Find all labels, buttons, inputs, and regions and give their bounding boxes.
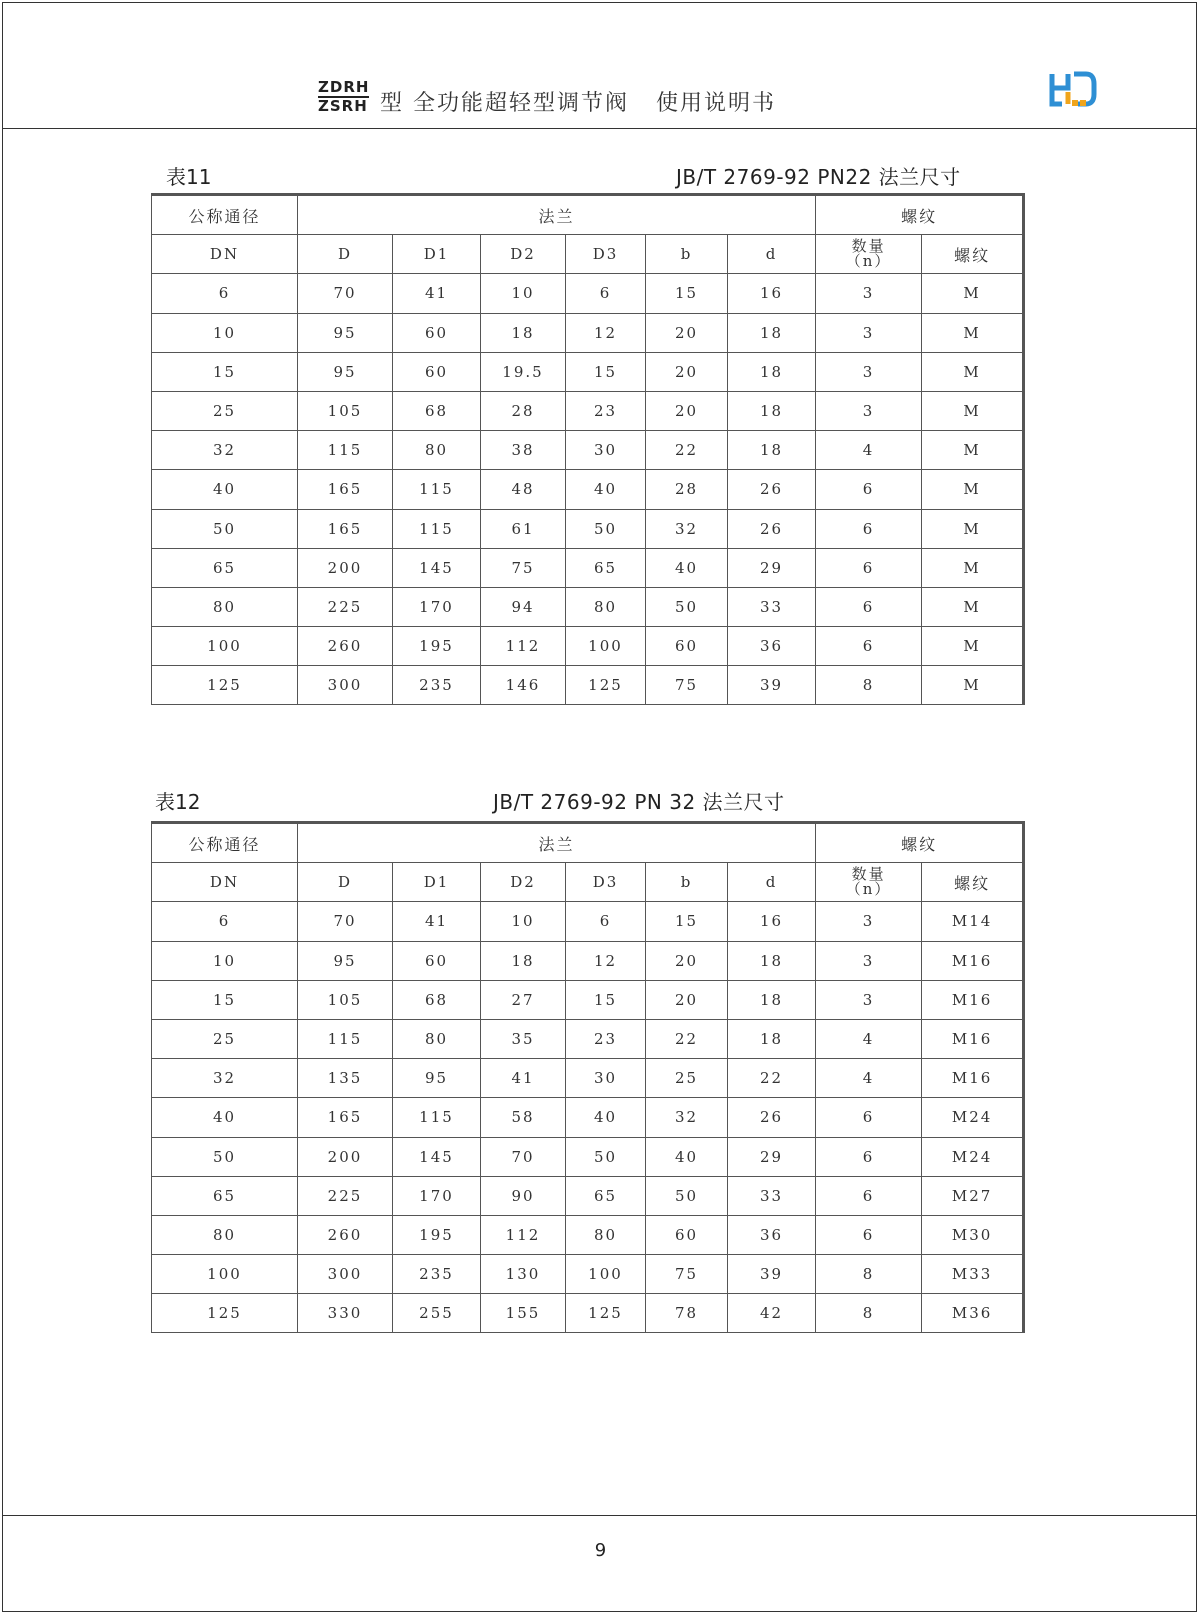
col-d3: D3 xyxy=(566,235,646,274)
cell-thread: M xyxy=(922,666,1024,705)
cell-d3: 30 xyxy=(566,431,646,470)
cell-d: 135 xyxy=(298,1059,393,1098)
table-row xyxy=(152,1176,1024,1215)
table-row xyxy=(152,1019,1024,1058)
cell-quantity: 6 xyxy=(816,1215,922,1254)
brand-model-codes xyxy=(318,79,369,115)
table-row xyxy=(152,391,1024,430)
table-12-caption: JB/T 2769-92 PN 32 法兰尺寸 xyxy=(493,790,785,814)
cell-d2: 90 xyxy=(481,1176,566,1215)
cell-thread: M16 xyxy=(922,980,1024,1019)
cell-thread: M27 xyxy=(922,1176,1024,1215)
cell-d: 225 xyxy=(298,1176,393,1215)
cell-dn: 32 xyxy=(152,1059,298,1098)
cell-d2: 130 xyxy=(481,1255,566,1294)
cell-d1: 115 xyxy=(393,509,481,548)
cell-b: 20 xyxy=(646,941,728,980)
cell-d-small: 33 xyxy=(728,1176,816,1215)
cell-d: 225 xyxy=(298,587,393,626)
col-quantity xyxy=(816,235,922,274)
cell-quantity: 3 xyxy=(816,391,922,430)
cell-d3: 50 xyxy=(566,509,646,548)
cell-b: 20 xyxy=(646,313,728,352)
table-row xyxy=(152,980,1024,1019)
quantity-symbol: （n） xyxy=(845,251,892,270)
cell-d3: 23 xyxy=(566,391,646,430)
cell-d2: 146 xyxy=(481,666,566,705)
cell-d: 165 xyxy=(298,1098,393,1137)
cell-quantity: 4 xyxy=(816,431,922,470)
cell-d: 95 xyxy=(298,941,393,980)
col-b: b xyxy=(646,863,728,902)
cell-d-small: 39 xyxy=(728,666,816,705)
cell-d-small: 29 xyxy=(728,548,816,587)
cell-dn: 40 xyxy=(152,1098,298,1137)
table-row xyxy=(152,941,1024,980)
table-row xyxy=(152,666,1024,705)
cell-d3: 15 xyxy=(566,980,646,1019)
cell-quantity: 8 xyxy=(816,1255,922,1294)
column-header-row xyxy=(152,235,1024,274)
cell-d1: 255 xyxy=(393,1294,481,1333)
cell-dn: 25 xyxy=(152,1019,298,1058)
cell-b: 20 xyxy=(646,352,728,391)
cell-thread: M xyxy=(922,313,1024,352)
cell-dn: 50 xyxy=(152,509,298,548)
cell-d1: 170 xyxy=(393,587,481,626)
table-row xyxy=(152,509,1024,548)
cell-b: 75 xyxy=(646,1255,728,1294)
cell-quantity: 4 xyxy=(816,1059,922,1098)
cell-d-small: 18 xyxy=(728,313,816,352)
cell-d1: 60 xyxy=(393,352,481,391)
cell-d2: 112 xyxy=(481,627,566,666)
page-number: 9 xyxy=(594,1540,607,1561)
col-thread: 螺纹 xyxy=(922,235,1024,274)
cell-d3: 12 xyxy=(566,941,646,980)
cell-d2: 155 xyxy=(481,1294,566,1333)
cell-d1: 41 xyxy=(393,274,481,313)
cell-d-small: 18 xyxy=(728,941,816,980)
cell-b: 32 xyxy=(646,509,728,548)
cell-d-small: 26 xyxy=(728,1098,816,1137)
cell-dn: 65 xyxy=(152,548,298,587)
cell-dn: 50 xyxy=(152,1137,298,1176)
cell-d: 200 xyxy=(298,548,393,587)
col-d2: D2 xyxy=(481,235,566,274)
cell-d: 300 xyxy=(298,1255,393,1294)
cell-d-small: 33 xyxy=(728,587,816,626)
col-d1: D1 xyxy=(393,235,481,274)
table-row xyxy=(152,627,1024,666)
cell-b: 28 xyxy=(646,470,728,509)
cell-d: 95 xyxy=(298,352,393,391)
table-row xyxy=(152,470,1024,509)
cell-b: 22 xyxy=(646,1019,728,1058)
cell-d3: 125 xyxy=(566,666,646,705)
cell-quantity: 6 xyxy=(816,509,922,548)
cell-quantity: 4 xyxy=(816,1019,922,1058)
table-row xyxy=(152,431,1024,470)
cell-d-small: 26 xyxy=(728,509,816,548)
cell-thread: M xyxy=(922,391,1024,430)
cell-quantity: 6 xyxy=(816,627,922,666)
cell-d2: 28 xyxy=(481,391,566,430)
cell-d-small: 16 xyxy=(728,274,816,313)
col-d-small: d xyxy=(728,235,816,274)
cell-dn: 32 xyxy=(152,431,298,470)
col-b: b xyxy=(646,235,728,274)
group-header-row xyxy=(152,823,1024,863)
table-row xyxy=(152,1294,1024,1333)
cell-thread: M xyxy=(922,627,1024,666)
cell-d: 105 xyxy=(298,980,393,1019)
cell-quantity: 8 xyxy=(816,666,922,705)
cell-b: 32 xyxy=(646,1098,728,1137)
table-row xyxy=(152,587,1024,626)
cell-d1: 95 xyxy=(393,1059,481,1098)
cell-d-small: 18 xyxy=(728,980,816,1019)
cell-quantity: 3 xyxy=(816,313,922,352)
nominal-diameter-header: 公称通径 xyxy=(152,195,298,235)
footer-divider xyxy=(2,1515,1197,1516)
cell-dn: 15 xyxy=(152,352,298,391)
group-header-row xyxy=(152,195,1024,235)
cell-thread: M24 xyxy=(922,1137,1024,1176)
cell-d: 70 xyxy=(298,274,393,313)
cell-thread: M30 xyxy=(922,1215,1024,1254)
cell-d3: 6 xyxy=(566,902,646,941)
cell-thread: M24 xyxy=(922,1098,1024,1137)
cell-b: 78 xyxy=(646,1294,728,1333)
cell-quantity: 3 xyxy=(816,980,922,1019)
cell-dn: 6 xyxy=(152,902,298,941)
table-row xyxy=(152,313,1024,352)
cell-b: 40 xyxy=(646,1137,728,1176)
cell-d2: 112 xyxy=(481,1215,566,1254)
cell-dn: 125 xyxy=(152,666,298,705)
cell-d1: 80 xyxy=(393,431,481,470)
cell-d: 105 xyxy=(298,391,393,430)
cell-d: 260 xyxy=(298,1215,393,1254)
cell-d2: 70 xyxy=(481,1137,566,1176)
cell-d1: 235 xyxy=(393,1255,481,1294)
cell-quantity: 6 xyxy=(816,548,922,587)
cell-thread: M xyxy=(922,431,1024,470)
cell-dn: 25 xyxy=(152,391,298,430)
cell-quantity: 6 xyxy=(816,1098,922,1137)
cell-d-small: 18 xyxy=(728,431,816,470)
cell-quantity: 3 xyxy=(816,902,922,941)
cell-d3: 30 xyxy=(566,1059,646,1098)
table-row xyxy=(152,902,1024,941)
cell-dn: 15 xyxy=(152,980,298,1019)
cell-d-small: 22 xyxy=(728,1059,816,1098)
col-d: D xyxy=(298,235,393,274)
cell-d1: 68 xyxy=(393,391,481,430)
cell-d1: 41 xyxy=(393,902,481,941)
cell-quantity: 8 xyxy=(816,1294,922,1333)
cell-b: 25 xyxy=(646,1059,728,1098)
cell-d-small: 39 xyxy=(728,1255,816,1294)
cell-quantity: 3 xyxy=(816,941,922,980)
cell-d3: 40 xyxy=(566,470,646,509)
cell-b: 20 xyxy=(646,980,728,1019)
document-title: 型 全功能超轻型调节阀 使用说明书 xyxy=(380,91,776,116)
cell-d-small: 29 xyxy=(728,1137,816,1176)
cell-thread: M36 xyxy=(922,1294,1024,1333)
cell-d3: 23 xyxy=(566,1019,646,1058)
table-11-label: 表11 xyxy=(166,165,212,189)
cell-d-small: 16 xyxy=(728,902,816,941)
cell-thread: M xyxy=(922,509,1024,548)
cell-dn: 100 xyxy=(152,1255,298,1294)
cell-dn: 10 xyxy=(152,941,298,980)
cell-d1: 115 xyxy=(393,1098,481,1137)
column-header-row xyxy=(152,863,1024,902)
cell-d2: 48 xyxy=(481,470,566,509)
cell-thread: M xyxy=(922,352,1024,391)
cell-thread: M xyxy=(922,470,1024,509)
cell-d3: 40 xyxy=(566,1098,646,1137)
table-11-caption: JB/T 2769-92 PN22 法兰尺寸 xyxy=(676,165,961,189)
col-d1: D1 xyxy=(393,863,481,902)
cell-d3: 50 xyxy=(566,1137,646,1176)
table-row xyxy=(152,1137,1024,1176)
cell-d: 165 xyxy=(298,509,393,548)
cell-d1: 145 xyxy=(393,1137,481,1176)
cell-d2: 18 xyxy=(481,941,566,980)
cell-b: 50 xyxy=(646,587,728,626)
cell-d2: 19.5 xyxy=(481,352,566,391)
brand-bottom: ZSRH xyxy=(318,97,368,115)
cell-d2: 41 xyxy=(481,1059,566,1098)
cell-d: 260 xyxy=(298,627,393,666)
cell-d3: 65 xyxy=(566,1176,646,1215)
cell-d: 165 xyxy=(298,470,393,509)
cell-d-small: 36 xyxy=(728,627,816,666)
cell-d2: 35 xyxy=(481,1019,566,1058)
cell-b: 75 xyxy=(646,666,728,705)
cell-dn: 6 xyxy=(152,274,298,313)
cell-quantity: 3 xyxy=(816,352,922,391)
brand-top: ZDRH xyxy=(318,78,370,96)
cell-thread: M16 xyxy=(922,1019,1024,1058)
cell-dn: 10 xyxy=(152,313,298,352)
cell-thread: M xyxy=(922,587,1024,626)
quantity-label: 数量 xyxy=(851,864,886,883)
cell-b: 15 xyxy=(646,902,728,941)
cell-b: 60 xyxy=(646,627,728,666)
cell-d: 115 xyxy=(298,1019,393,1058)
cell-d3: 80 xyxy=(566,1215,646,1254)
cell-d: 95 xyxy=(298,313,393,352)
cell-d1: 145 xyxy=(393,548,481,587)
quantity-label: 数量 xyxy=(851,236,886,255)
table-row xyxy=(152,1255,1024,1294)
cell-thread: M14 xyxy=(922,902,1024,941)
cell-d-small: 26 xyxy=(728,470,816,509)
cell-d2: 18 xyxy=(481,313,566,352)
cell-d1: 195 xyxy=(393,1215,481,1254)
cell-b: 15 xyxy=(646,274,728,313)
cell-d3: 125 xyxy=(566,1294,646,1333)
cell-dn: 80 xyxy=(152,1215,298,1254)
table-row xyxy=(152,352,1024,391)
cell-b: 22 xyxy=(646,431,728,470)
cell-d1: 60 xyxy=(393,941,481,980)
cell-d: 115 xyxy=(298,431,393,470)
cell-d: 300 xyxy=(298,666,393,705)
cell-thread: M33 xyxy=(922,1255,1024,1294)
flange-table-12 xyxy=(151,821,1025,1333)
cell-dn: 80 xyxy=(152,587,298,626)
company-logo-icon xyxy=(1046,70,1098,110)
flange-table-11 xyxy=(151,193,1025,705)
cell-d-small: 18 xyxy=(728,352,816,391)
cell-dn: 40 xyxy=(152,470,298,509)
cell-d1: 68 xyxy=(393,980,481,1019)
cell-d1: 195 xyxy=(393,627,481,666)
cell-d1: 235 xyxy=(393,666,481,705)
cell-d2: 61 xyxy=(481,509,566,548)
cell-dn: 125 xyxy=(152,1294,298,1333)
cell-d1: 80 xyxy=(393,1019,481,1058)
cell-d: 200 xyxy=(298,1137,393,1176)
table-row xyxy=(152,1098,1024,1137)
cell-b: 50 xyxy=(646,1176,728,1215)
cell-d2: 27 xyxy=(481,980,566,1019)
col-d-small: d xyxy=(728,863,816,902)
cell-d1: 170 xyxy=(393,1176,481,1215)
cell-d1: 60 xyxy=(393,313,481,352)
cell-d3: 6 xyxy=(566,274,646,313)
col-dn: DN xyxy=(152,863,298,902)
table-12-label: 表12 xyxy=(155,790,201,814)
cell-b: 40 xyxy=(646,548,728,587)
cell-quantity: 6 xyxy=(816,1176,922,1215)
cell-b: 60 xyxy=(646,1215,728,1254)
cell-quantity: 6 xyxy=(816,1137,922,1176)
cell-thread: M xyxy=(922,548,1024,587)
table-row xyxy=(152,1059,1024,1098)
cell-d2: 10 xyxy=(481,274,566,313)
thread-group-header: 螺纹 xyxy=(816,823,1024,863)
cell-d-small: 36 xyxy=(728,1215,816,1254)
cell-d3: 15 xyxy=(566,352,646,391)
table-row xyxy=(152,548,1024,587)
thread-group-header: 螺纹 xyxy=(816,195,1024,235)
flange-header: 法兰 xyxy=(298,823,816,863)
cell-d3: 12 xyxy=(566,313,646,352)
cell-d2: 58 xyxy=(481,1098,566,1137)
cell-thread: M xyxy=(922,274,1024,313)
cell-quantity: 6 xyxy=(816,470,922,509)
cell-d3: 65 xyxy=(566,548,646,587)
cell-d3: 100 xyxy=(566,1255,646,1294)
quantity-symbol: （n） xyxy=(845,879,892,898)
cell-b: 20 xyxy=(646,391,728,430)
cell-quantity: 3 xyxy=(816,274,922,313)
col-thread: 螺纹 xyxy=(922,863,1024,902)
cell-dn: 100 xyxy=(152,627,298,666)
col-d: D xyxy=(298,863,393,902)
cell-d-small: 18 xyxy=(728,1019,816,1058)
cell-thread: M16 xyxy=(922,1059,1024,1098)
cell-dn: 65 xyxy=(152,1176,298,1215)
cell-d2: 10 xyxy=(481,902,566,941)
nominal-diameter-header: 公称通径 xyxy=(152,823,298,863)
col-d3: D3 xyxy=(566,863,646,902)
col-d2: D2 xyxy=(481,863,566,902)
header-divider xyxy=(2,128,1197,129)
cell-d-small: 18 xyxy=(728,391,816,430)
cell-d2: 38 xyxy=(481,431,566,470)
flange-header: 法兰 xyxy=(298,195,816,235)
cell-d-small: 42 xyxy=(728,1294,816,1333)
table-row xyxy=(152,274,1024,313)
cell-quantity: 6 xyxy=(816,587,922,626)
cell-d2: 94 xyxy=(481,587,566,626)
table-row xyxy=(152,1215,1024,1254)
cell-d: 70 xyxy=(298,902,393,941)
col-dn: DN xyxy=(152,235,298,274)
cell-d3: 100 xyxy=(566,627,646,666)
col-quantity xyxy=(816,863,922,902)
cell-d2: 75 xyxy=(481,548,566,587)
cell-thread: M16 xyxy=(922,941,1024,980)
cell-d3: 80 xyxy=(566,587,646,626)
cell-d: 330 xyxy=(298,1294,393,1333)
cell-d1: 115 xyxy=(393,470,481,509)
